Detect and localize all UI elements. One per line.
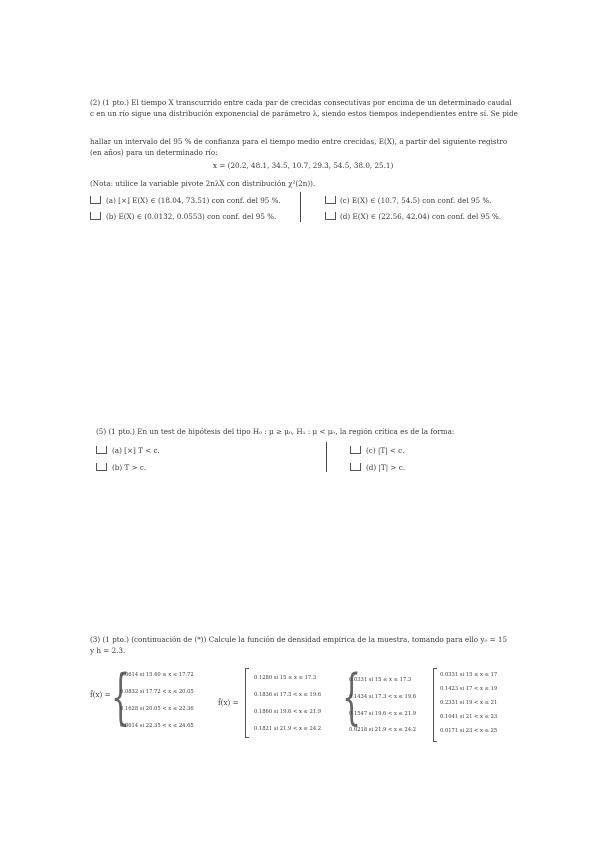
q3-statement-line2: y h = 2.3.	[90, 646, 126, 655]
q2-statement-line1: (2) (1 pto.) El tiempo X transcurrido entre cada par de crecidas consecutivas por encima de un determinado caudal	[90, 98, 512, 107]
q3-fa-brace: {	[111, 662, 131, 732]
q2-data-sample: x = (20.2, 48.1, 34.5, 10.7, 29.3, 54.5, 38.0, 25.1)	[213, 161, 394, 170]
q5-option-a: (a) [×] T < c.	[112, 446, 160, 455]
q3-statement-line1: (3) (1 pto.) (continuación de (*)) Calcule la función de densidad empírica de la muestra, tomando para ello y₀ = 15	[90, 635, 508, 644]
q5-option-c: (c) |T| < c.	[366, 446, 405, 455]
q3-fd-row-4: 0.1041 si 21 < x ≤ 23	[440, 714, 498, 720]
q2-option-d: (d) E(X) ∈ (22.56, 42.04) con conf. del 95 %.	[340, 212, 502, 221]
q2-option-a-checkbox[interactable]	[90, 196, 101, 204]
q5-option-b: (b) T > c.	[112, 463, 147, 472]
q2-option-c-checkbox[interactable]	[325, 196, 336, 204]
q2-option-c: (c) E(X) ∈ (10.7, 54.5) con conf. del 95 %.	[340, 196, 492, 205]
q3-fd-row-2: 0.1423 si 17 < x ≤ 19	[440, 686, 498, 692]
q2-note: (Nota: utilice la variable pivote 2nλX con distribución χ²(2n)).	[90, 179, 316, 188]
q3-fc-row-1: 0.0331 si 15 ≤ x ≤ 17.3	[349, 677, 412, 683]
q3-fa-row-1: 0.0614 si 15.40 ≤ x ≤ 17.72	[120, 672, 194, 678]
q3-fb-bracket	[245, 668, 249, 738]
q5-option-d: (d) |T| > c.	[366, 463, 406, 472]
q2-statement-line4: (en años) para un determinado río:	[90, 148, 218, 157]
q3-fd-row-3: 0.2331 si 19 < x ≤ 21	[440, 700, 498, 706]
q2-option-b: (b) E(X) ∈ (0.0132, 0.0553) con conf. del 95 %.	[106, 212, 277, 221]
q2-option-b-checkbox[interactable]	[90, 212, 101, 220]
q2-statement-line2: c en un río sigue una distribución exponencial de parámetro λ, siendo estos tiempos independientes entre sí. Se pide	[90, 109, 518, 118]
q2-option-a: (a) [×] E(X) ∈ (18.04, 73.51) con conf. del 95 %.	[106, 196, 281, 205]
q3-fb-row-2: 0.1836 si 17.3 < x ≤ 19.6	[254, 692, 322, 698]
q5-option-a-checkbox[interactable]	[96, 446, 107, 454]
q3-fd-row-1: 0.0331 si 15 ≤ x ≤ 17	[440, 672, 498, 678]
q3-fa-row-2: 0.0832 si 17.72 < x ≤ 20.05	[120, 689, 194, 695]
q3-fd-bracket	[433, 668, 437, 742]
q3-fc-brace: {	[342, 662, 362, 732]
q5-option-d-checkbox[interactable]	[350, 463, 361, 471]
q5-options-divider	[326, 442, 327, 472]
q5-option-c-checkbox[interactable]	[350, 446, 361, 454]
q3-fa-row-3: 0.1628 si 20.05 < x ≤ 22.36	[120, 706, 194, 712]
q2-option-d-checkbox[interactable]	[325, 212, 336, 220]
q3-fc-row-4: 0.0218 si 21.9 < x ≤ 24.2	[349, 727, 417, 733]
q3-fa-row-4: 0.0614 si 22.35 < x ≤ 24.65	[120, 723, 194, 729]
q2-statement-line3: hallar un intervalo del 95 % de confianza para el tiempo medio entre crecidas, E(X), a partir del siguiente registro	[90, 137, 508, 146]
q5-option-b-checkbox[interactable]	[96, 463, 107, 471]
q3-fc-row-2: 0.1434 si 17.3 < x ≤ 19.6	[349, 694, 417, 700]
q3-fb-row-1: 0.1280 si 15 ≤ x ≤ 17.3	[254, 675, 317, 681]
q2-options-divider	[300, 192, 301, 222]
q3-fc-row-3: 0.1547 si 19.6 < x ≤ 21.9	[349, 711, 417, 717]
q5-statement: (5) (1 pto.) En un test de hipótesis del tipo H₀ : μ ≥ μ₀, H₁ : μ < μ₀, la región crítica es de la forma:	[96, 427, 455, 436]
q3-fb-row-4: 0.1821 si 21.9 < x ≤ 24.2	[254, 726, 322, 732]
q3-fb-label: f̂(x) =	[218, 698, 239, 707]
q3-fd-row-5: 0.0171 si 23 < x ≤ 25	[440, 728, 498, 734]
q3-fa-label: f̂(x) =	[90, 690, 111, 699]
q3-fb-row-3: 0.1860 si 19.6 < x ≤ 21.9	[254, 709, 322, 715]
